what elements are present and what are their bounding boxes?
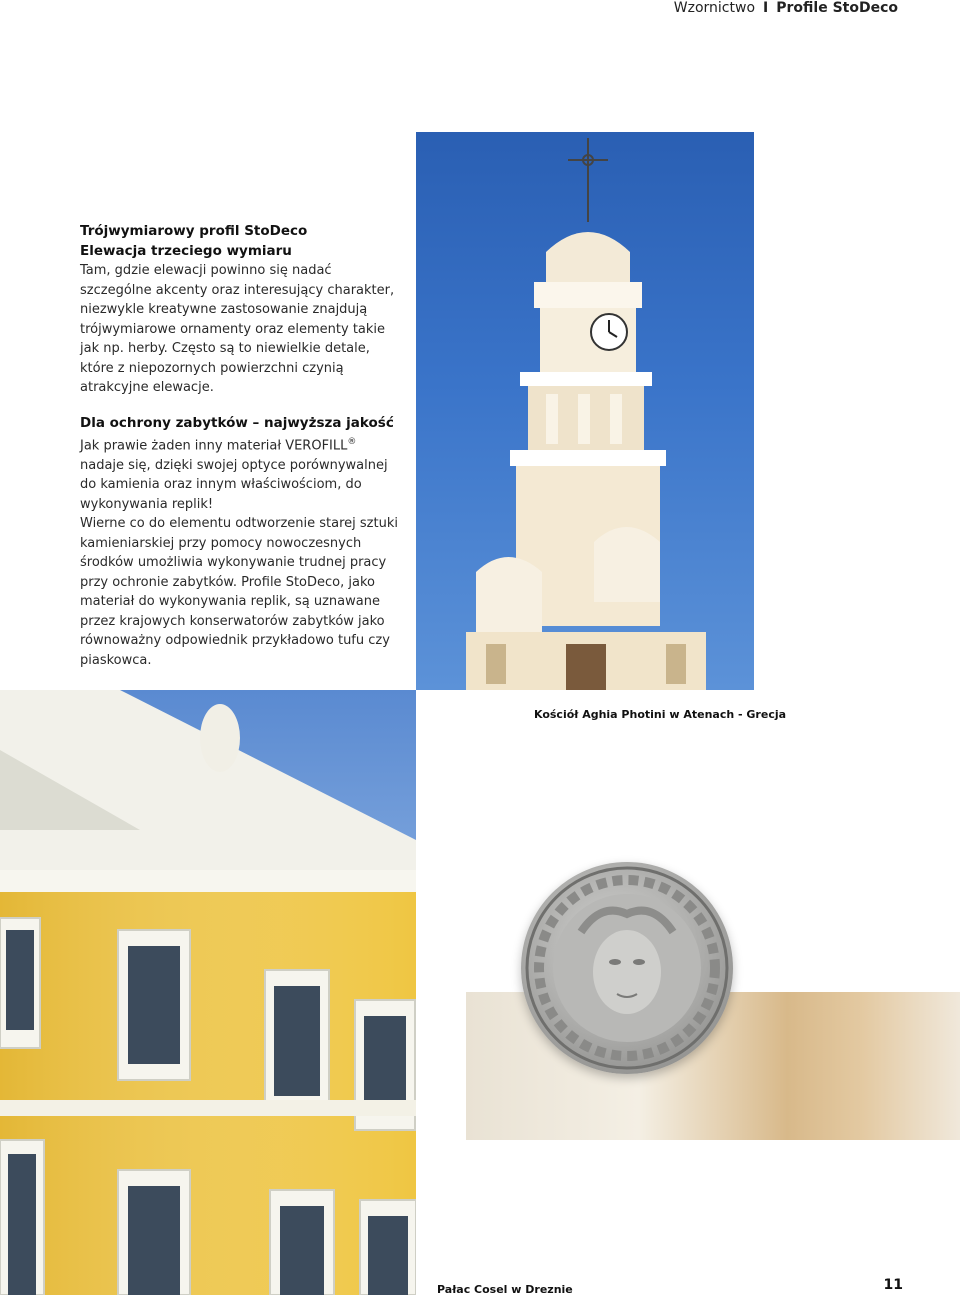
page-header [674,0,898,16]
tower-caption: Kościół Aghia Photini w Atenach - Grecja [534,708,787,721]
section2-body-part1: Jak prawie żaden inny materiał VEROFILL [80,438,348,454]
section2-body2: Wierne co do elementu odtworzenie starej sztuki kamieniarskiej przy pomocy nowoczesnych środków umożliwia wykonywanie trudnej pracy przy ochronie zabytków. Profile StoDeco, jako materiał do wykonywania replik, są uznawane przez krajowych konserwatorów zabytków jako równoważny odpowiednik przykładowo tufu czy piaskowca. [80,516,398,668]
article-text [80,222,400,670]
medusa-medallion [521,862,733,1074]
section2-body-part2: nadaje się, dzięki swojej optyce porównywalnej do kamienia oraz innym właściwościom, do wykonywania replik! [80,457,388,512]
page-number: 11 [883,1277,903,1293]
palace-photo [0,690,416,1295]
palace-caption: Pałac Cosel w Dreznie [437,1283,573,1296]
header-separator: I [763,0,769,16]
section1-body: Tam, gdzie elewacji powinno się nadać szczególne akcenty oraz interesujący charakter, niezwykle kreatywne zastosowanie znajdują trójwymiarowe ornamenty oraz elementy takie jak np. herby. Często są to niewielkie detale, które z niepozornych powierzchni czynią atrakcyjne elewacje. [80,263,395,395]
church-tower-illustration [416,132,754,690]
section2-heading: Dla ochrony zabytków – najwyższa jakość [80,414,394,431]
medallion-relief [521,862,733,1074]
palace-illustration [0,690,416,1295]
section1-heading1: Trójwymiarowy profil StoDeco [80,223,308,239]
header-section: Wzornictwo [673,0,756,16]
section2-body [80,433,400,514]
section1-heading2: Elewacja trzeciego wymiaru [80,242,292,259]
church-tower-photo [416,132,754,690]
header-title: Profile StoDeco [776,0,898,16]
registered-mark: ® [347,437,357,447]
